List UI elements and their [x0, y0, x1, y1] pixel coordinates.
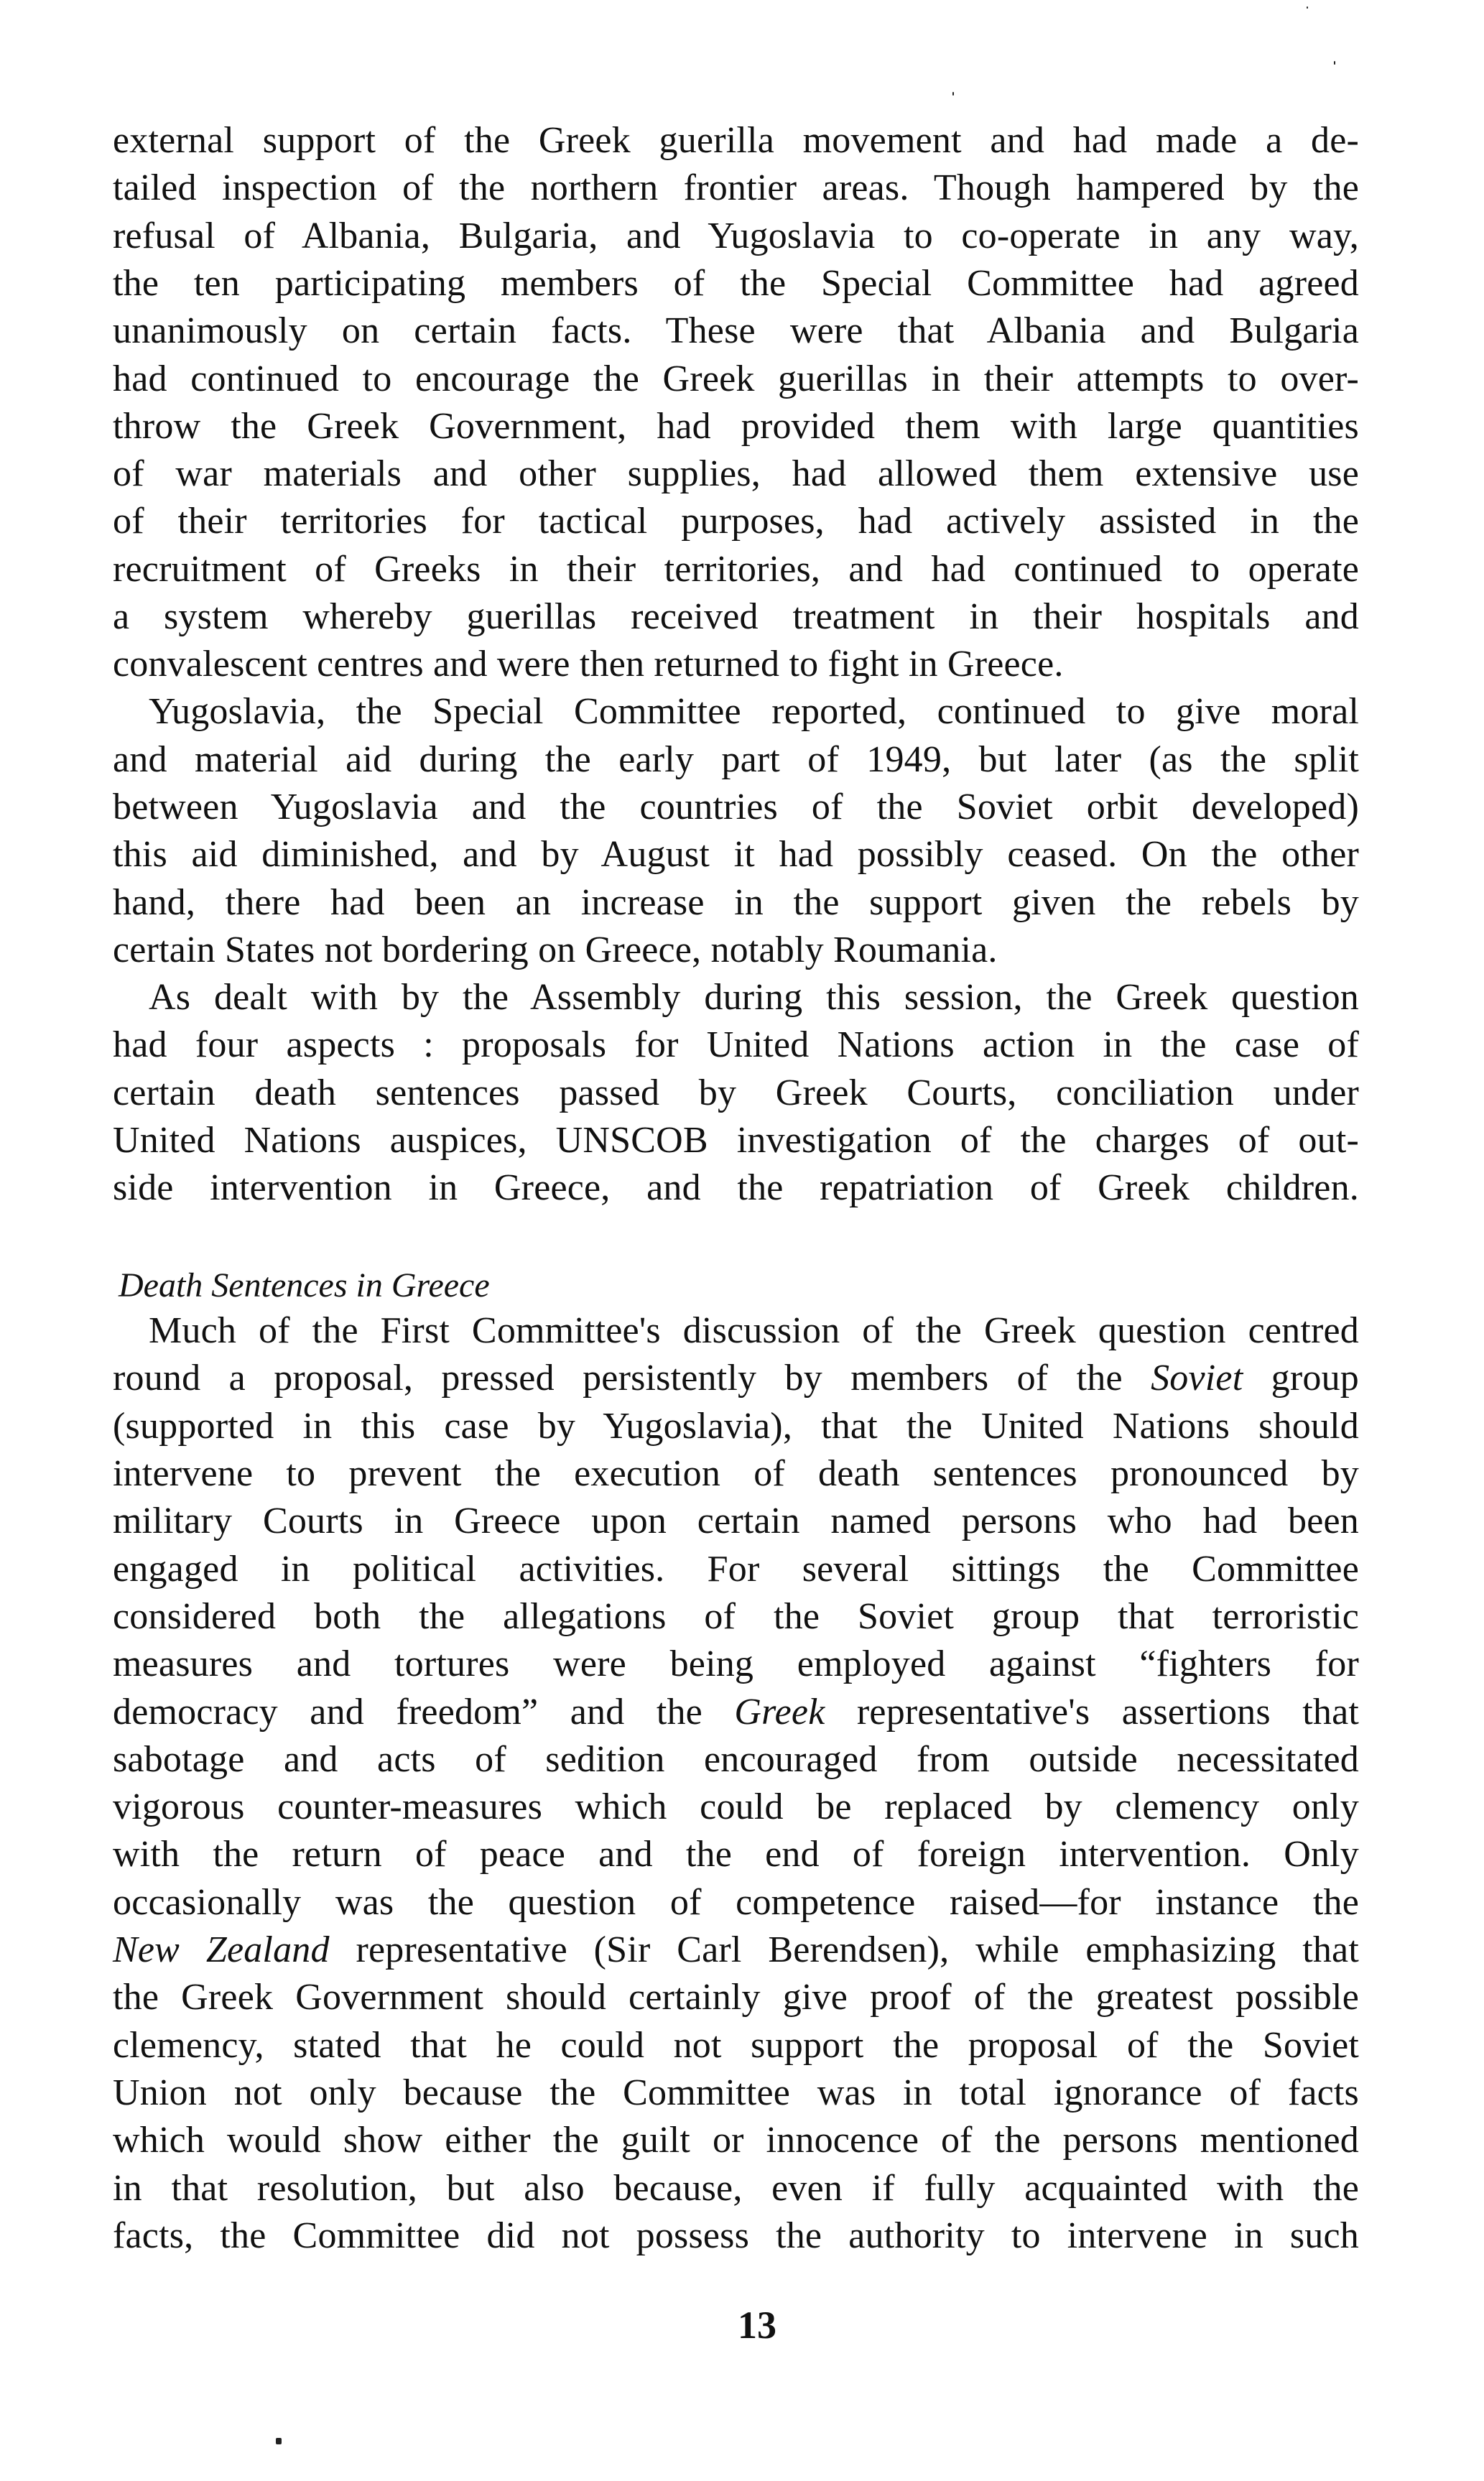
text-run: democracy and freedom” and the [113, 1692, 735, 1733]
text-line: between Yugoslavia and the countries of the Soviet orbit developed) [113, 787, 1359, 827]
text-line: (supported in this case by Yugoslavia), that the United Nations should [113, 1406, 1359, 1447]
text-line [113, 1926, 1359, 1974]
scan-speck [1307, 6, 1308, 9]
text-line: which would show either the guilt or innocence of the persons mentioned [113, 2120, 1359, 2161]
text-line: military Courts in Greece upon certain named persons who had been [113, 1501, 1359, 1541]
section-heading: Death Sentences in Greece [119, 1266, 490, 1304]
text-line: the Greek Government should certainly give proof of the greatest possible [113, 1977, 1359, 2018]
text-line: facts, the Committee did not possess the authority to intervene in such [113, 2215, 1359, 2256]
italic-term: Greek [734, 1692, 825, 1733]
italic-term: New Zealand [113, 1929, 330, 1970]
italic-term: Soviet [1151, 1358, 1243, 1399]
text-line: certain death sentences passed by Greek Courts, conciliation under [113, 1072, 1359, 1113]
text-line: side intervention in Greece, and the repatriation of Greek children. [113, 1167, 1359, 1208]
text-line: Much of the First Committee's discussion of the Greek question centred [149, 1310, 1359, 1351]
text-line: had four aspects : proposals for United Nations action in the case of [113, 1024, 1359, 1065]
text-line: clemency, stated that he could not support the proposal of the Soviet [113, 2025, 1359, 2066]
scan-speck [276, 2438, 282, 2444]
text-line: considered both the allegations of the Soviet group that terroristic [113, 1596, 1359, 1637]
text-line [113, 1355, 1359, 1402]
text-line: of war materials and other supplies, had allowed them extensive use [113, 453, 1359, 494]
text-line: occasionally was the question of competence raised—for instance the [113, 1882, 1359, 1923]
text-line: hand, there had been an increase in the support given the rebels by [113, 882, 1359, 923]
text-line: external support of the Greek guerilla movement and had made a de- [113, 120, 1359, 161]
text-line: certain States not bordering on Greece, notably Roumania. [113, 929, 998, 970]
text-line: throw the Greek Government, had provided them with large quantities [113, 406, 1359, 447]
text-line: a system whereby guerillas received treatment in their hospitals and [113, 596, 1359, 637]
text-line: measures and tortures were being employed against “fighters for [113, 1643, 1359, 1684]
text-line: Union not only because the Committee was in total ignorance of facts [113, 2072, 1359, 2113]
text-line: Yugoslavia, the Special Committee reported, continued to give moral [149, 691, 1359, 732]
text-run: representative's assertions that [825, 1692, 1360, 1733]
text-run: representative (Sir Carl Berendsen), while emphasizing that [329, 1929, 1359, 1970]
text-line: As dealt with by the Assembly during this session, the Greek question [149, 977, 1359, 1018]
text-line: recruitment of Greeks in their territories, and had continued to operate [113, 549, 1359, 590]
text-run: group [1243, 1358, 1359, 1399]
text-line: this aid diminished, and by August it had possibly ceased. On the other [113, 834, 1359, 875]
text-line: with the return of peace and the end of foreign intervention. Only [113, 1834, 1359, 1875]
text-line: tailed inspection of the northern frontier areas. Though hampered by the [113, 167, 1359, 208]
text-line: convalescent centres and were then returned to fight in Greece. [113, 644, 1064, 685]
text-line: sabotage and acts of sedition encouraged from outside necessitated [113, 1739, 1359, 1780]
text-line: intervene to prevent the execution of death sentences pronounced by [113, 1453, 1359, 1494]
text-line: the ten participating members of the Special Committee had agreed [113, 263, 1359, 304]
text-line: United Nations auspices, UNSCOB investigation of the charges of out- [113, 1120, 1359, 1161]
scan-speck [952, 92, 954, 96]
text-run: round a proposal, pressed persistently by members of the [113, 1358, 1151, 1399]
page-number: 13 [738, 2304, 776, 2347]
text-line: engaged in political activities. For several sittings the Committee [113, 1549, 1359, 1590]
text-line: and material aid during the early part of 1949, but later (as the split [113, 739, 1359, 780]
scan-speck [1334, 61, 1335, 65]
text-line [113, 1689, 1359, 1736]
text-line: vigorous counter-measures which could be replaced by clemency only [113, 1786, 1359, 1827]
text-line: unanimously on certain facts. These were that Albania and Bulgaria [113, 310, 1359, 351]
text-line: of their territories for tactical purposes, had actively assisted in the [113, 501, 1359, 542]
text-line: in that resolution, but also because, even if fully acquainted with the [113, 2168, 1359, 2209]
text-line: refusal of Albania, Bulgaria, and Yugoslavia to co-operate in any way, [113, 215, 1359, 256]
text-line: had continued to encourage the Greek guerillas in their attempts to over- [113, 358, 1359, 399]
